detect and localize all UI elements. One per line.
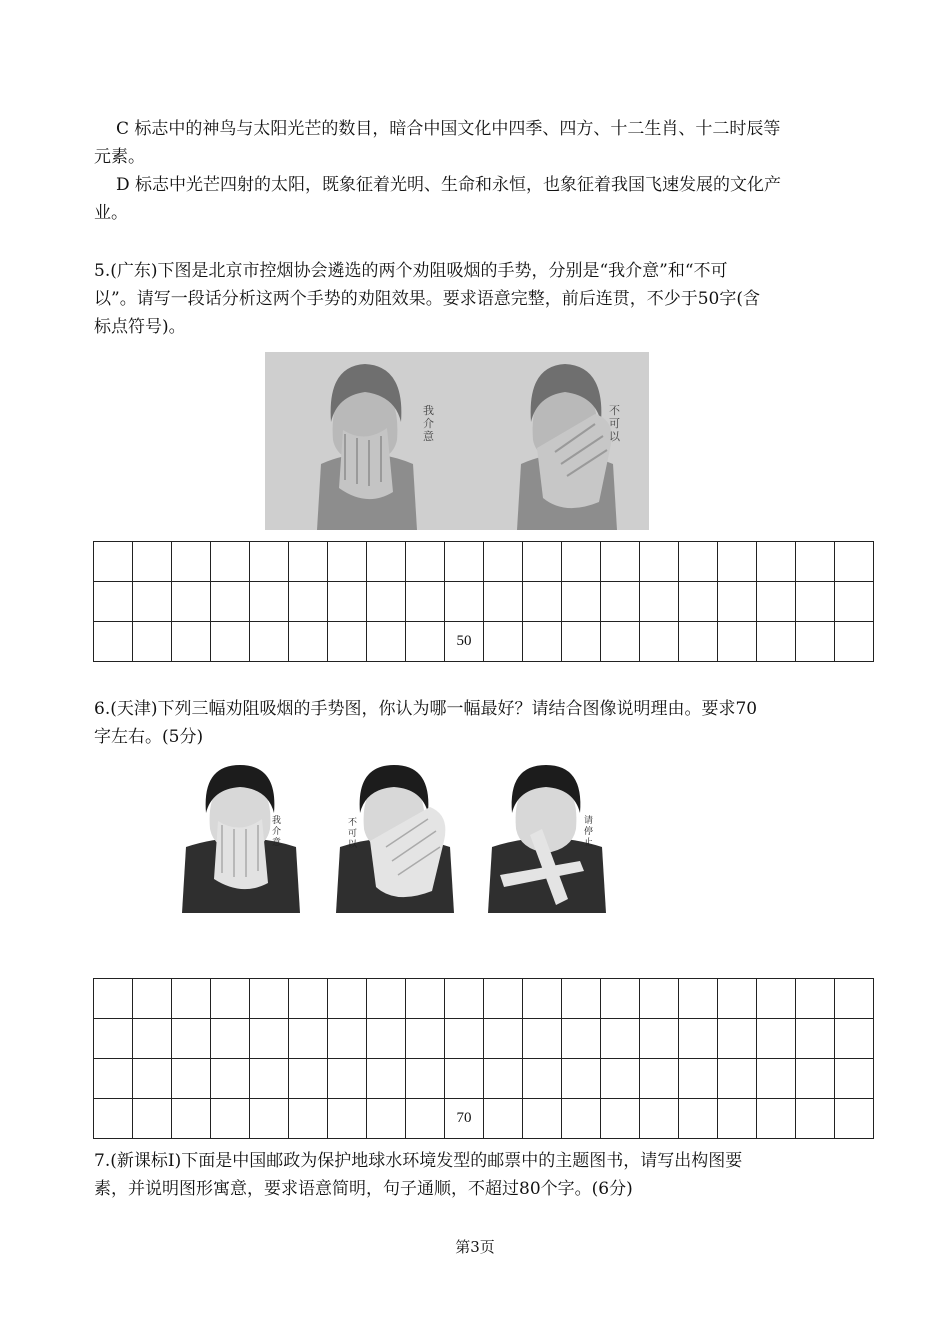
grid-cell[interactable]	[562, 1019, 601, 1059]
grid-cell[interactable]	[133, 979, 172, 1019]
grid-cell[interactable]	[367, 582, 406, 622]
grid-cell[interactable]	[796, 979, 835, 1019]
grid-cell[interactable]	[211, 1019, 250, 1059]
grid-row	[94, 1059, 874, 1099]
q6-woman-2	[336, 765, 454, 913]
grid-cell[interactable]	[328, 1019, 367, 1059]
q6-label2-1: 不	[348, 818, 358, 828]
grid-cell[interactable]	[679, 979, 718, 1019]
page-number: 第3页	[455, 1238, 495, 1256]
option-d-line1: D 标志中光芒四射的太阳，既象征着光明、生命和永恒，也象征着我国飞速发展的文化产	[116, 175, 782, 195]
q6-label2-3: 以	[348, 840, 358, 850]
grid-cell[interactable]	[640, 622, 679, 662]
grid-cell[interactable]	[133, 1099, 172, 1139]
grid-cell[interactable]	[289, 542, 328, 582]
grid-cell[interactable]	[601, 622, 640, 662]
q5-line1: 5.(广东)下图是北京市控烟协会遴选的两个劝阻吸烟的手势，分别是“我介意”和“不可	[94, 261, 728, 281]
q5-left-label-2: 介	[423, 417, 434, 430]
q5-right-label-2: 可	[609, 417, 620, 430]
grid-cell[interactable]	[718, 622, 757, 662]
grid-cell[interactable]	[172, 622, 211, 662]
grid-cell[interactable]	[835, 1059, 874, 1099]
grid-cell[interactable]	[94, 582, 133, 622]
q5-left-label-3: 意	[423, 430, 434, 443]
grid-row	[94, 979, 874, 1019]
grid-cell[interactable]	[679, 542, 718, 582]
grid-cell[interactable]	[835, 622, 874, 662]
grid-cell[interactable]	[601, 582, 640, 622]
grid-cell[interactable]	[601, 542, 640, 582]
grid-cell[interactable]	[835, 1019, 874, 1059]
grid-cell[interactable]	[523, 1059, 562, 1099]
grid-cell[interactable]	[211, 582, 250, 622]
grid-cell[interactable]	[172, 582, 211, 622]
grid-cell[interactable]	[406, 1019, 445, 1059]
grid-cell[interactable]	[796, 1099, 835, 1139]
grid-cell[interactable]	[640, 542, 679, 582]
grid-count-marker[interactable]: 50	[445, 622, 484, 662]
grid-cell[interactable]	[406, 979, 445, 1019]
grid-cell[interactable]	[406, 1059, 445, 1099]
grid-cell[interactable]	[367, 1019, 406, 1059]
q6-woman-1	[182, 765, 300, 913]
grid-cell[interactable]	[367, 542, 406, 582]
grid-cell[interactable]	[601, 1099, 640, 1139]
grid-cell[interactable]	[94, 542, 133, 582]
grid-cell[interactable]	[718, 542, 757, 582]
grid-cell[interactable]	[289, 1019, 328, 1059]
grid-cell[interactable]	[211, 622, 250, 662]
grid-cell[interactable]	[133, 1059, 172, 1099]
grid-cell[interactable]	[445, 542, 484, 582]
grid-cell[interactable]	[757, 542, 796, 582]
grid-cell[interactable]	[757, 979, 796, 1019]
grid-cell[interactable]	[328, 1059, 367, 1099]
grid-cell[interactable]	[211, 1099, 250, 1139]
grid-cell[interactable]	[406, 1099, 445, 1139]
grid-cell[interactable]	[757, 1099, 796, 1139]
grid-cell[interactable]	[250, 582, 289, 622]
grid-cell[interactable]	[640, 979, 679, 1019]
grid-cell[interactable]	[328, 979, 367, 1019]
grid-cell[interactable]	[640, 1059, 679, 1099]
grid-cell[interactable]	[523, 1099, 562, 1139]
grid-cell[interactable]	[172, 542, 211, 582]
grid-cell[interactable]	[406, 622, 445, 662]
grid-cell[interactable]	[211, 1059, 250, 1099]
grid-cell[interactable]	[796, 542, 835, 582]
q5-line3: 标点符号)。	[94, 317, 186, 337]
grid-cell[interactable]	[835, 979, 874, 1019]
grid-cell[interactable]	[328, 582, 367, 622]
grid-cell[interactable]	[601, 979, 640, 1019]
option-c-line2: 元素。	[94, 147, 145, 167]
q6-line1: 6.(天津)下列三幅劝阻吸烟的手势图，你认为哪一幅最好？请结合图像说明理由。要求70	[94, 699, 758, 719]
grid-cell[interactable]	[484, 582, 523, 622]
grid-cell[interactable]	[133, 542, 172, 582]
grid-cell[interactable]	[835, 542, 874, 582]
grid-cell[interactable]	[133, 582, 172, 622]
grid-cell[interactable]	[718, 979, 757, 1019]
grid-cell[interactable]	[289, 582, 328, 622]
grid-cell[interactable]	[172, 979, 211, 1019]
q5-line2: 以”。请写一段话分析这两个手势的劝阻效果。要求语意完整，前后连贯，不少于50字(含	[94, 289, 760, 309]
q5-answer-grid[interactable]	[93, 541, 874, 662]
grid-cell[interactable]	[562, 1059, 601, 1099]
grid-cell[interactable]	[679, 582, 718, 622]
grid-cell[interactable]	[757, 1019, 796, 1059]
grid-cell[interactable]	[172, 1099, 211, 1139]
q6-label2-2: 可	[348, 829, 358, 839]
grid-cell[interactable]	[445, 979, 484, 1019]
option-d-line2: 业。	[94, 203, 128, 223]
q6-line2: 字左右。(5分)	[94, 727, 204, 747]
grid-cell[interactable]	[328, 622, 367, 662]
grid-cell[interactable]	[328, 542, 367, 582]
grid-cell[interactable]	[367, 1099, 406, 1139]
grid-cell[interactable]	[718, 1059, 757, 1099]
grid-cell[interactable]	[484, 1019, 523, 1059]
grid-cell[interactable]	[250, 622, 289, 662]
grid-cell[interactable]	[679, 1059, 718, 1099]
grid-cell[interactable]	[523, 979, 562, 1019]
grid-cell[interactable]	[679, 622, 718, 662]
grid-cell[interactable]	[289, 1059, 328, 1099]
grid-cell[interactable]	[796, 582, 835, 622]
grid-cell[interactable]	[562, 979, 601, 1019]
grid-cell[interactable]	[835, 582, 874, 622]
grid-cell[interactable]	[289, 622, 328, 662]
grid-cell[interactable]	[289, 979, 328, 1019]
grid-cell[interactable]	[250, 1059, 289, 1099]
grid-cell[interactable]	[484, 1059, 523, 1099]
grid-cell[interactable]	[796, 1019, 835, 1059]
grid-cell[interactable]	[562, 542, 601, 582]
grid-cell[interactable]	[133, 1019, 172, 1059]
grid-cell[interactable]	[757, 622, 796, 662]
grid-cell[interactable]	[94, 1019, 133, 1059]
grid-cell[interactable]	[289, 1099, 328, 1139]
grid-cell[interactable]	[718, 1019, 757, 1059]
grid-cell[interactable]	[523, 582, 562, 622]
grid-cell[interactable]	[757, 1059, 796, 1099]
grid-cell[interactable]	[367, 1059, 406, 1099]
q7-line1: 7.(新课标I)下面是中国邮政为保护地球水环境发型的邮票中的主题图书，请写出构图要	[94, 1151, 743, 1171]
grid-cell[interactable]	[562, 622, 601, 662]
grid-cell[interactable]	[172, 1059, 211, 1099]
q6-label1-1: 我	[272, 816, 282, 826]
grid-cell[interactable]	[601, 1059, 640, 1099]
grid-cell[interactable]	[562, 1099, 601, 1139]
grid-row	[94, 1019, 874, 1059]
q5-right-label-1: 不	[609, 404, 620, 417]
q6-gesture-figure	[180, 765, 610, 915]
grid-row	[94, 1099, 874, 1139]
q6-label3-3: 止	[584, 838, 594, 848]
grid-cell[interactable]	[133, 622, 172, 662]
grid-cell[interactable]	[562, 582, 601, 622]
grid-cell[interactable]	[523, 622, 562, 662]
grid-row	[94, 622, 874, 662]
grid-cell[interactable]	[757, 582, 796, 622]
q5-left-label-1: 我	[423, 404, 434, 417]
grid-cell[interactable]	[640, 1099, 679, 1139]
q6-label1-3: 意	[272, 838, 282, 848]
q6-label3-2: 停	[584, 827, 594, 837]
grid-cell[interactable]	[796, 622, 835, 662]
q6-answer-grid[interactable]	[93, 978, 874, 1139]
option-c-line1: C 标志中的神鸟与太阳光芒的数目，暗合中国文化中四季、四方、十二生肖、十二时辰等	[116, 119, 781, 139]
grid-cell[interactable]	[640, 1019, 679, 1059]
grid-cell[interactable]	[679, 1099, 718, 1139]
grid-cell[interactable]	[94, 622, 133, 662]
grid-cell[interactable]	[406, 542, 445, 582]
grid-cell[interactable]	[445, 1059, 484, 1099]
grid-cell[interactable]	[679, 1019, 718, 1059]
grid-cell[interactable]	[328, 1099, 367, 1139]
grid-cell[interactable]	[94, 979, 133, 1019]
q6-label1-2: 介	[272, 827, 282, 837]
grid-cell[interactable]	[250, 1019, 289, 1059]
grid-cell[interactable]	[718, 1099, 757, 1139]
grid-cell[interactable]	[367, 622, 406, 662]
grid-cell[interactable]	[94, 1099, 133, 1139]
grid-cell[interactable]	[484, 622, 523, 662]
grid-cell[interactable]	[484, 1099, 523, 1139]
grid-cell[interactable]	[445, 582, 484, 622]
grid-count-marker[interactable]: 70	[445, 1099, 484, 1139]
grid-cell[interactable]	[211, 979, 250, 1019]
grid-cell[interactable]	[94, 1059, 133, 1099]
grid-cell[interactable]	[445, 1019, 484, 1059]
q7-line2: 素，并说明图形寓意，要求语意简明，句子通顺，不超过80个字。(6分)	[94, 1179, 633, 1199]
grid-cell[interactable]	[523, 1019, 562, 1059]
grid-cell[interactable]	[796, 1059, 835, 1099]
q5-right-label-3: 以	[609, 430, 620, 443]
q6-label3-1: 请	[584, 816, 594, 826]
grid-cell[interactable]	[250, 542, 289, 582]
grid-cell[interactable]	[640, 582, 679, 622]
grid-cell[interactable]	[523, 542, 562, 582]
grid-cell[interactable]	[835, 1099, 874, 1139]
grid-cell[interactable]	[211, 542, 250, 582]
grid-cell[interactable]	[484, 542, 523, 582]
grid-cell[interactable]	[172, 1019, 211, 1059]
grid-cell[interactable]	[250, 1099, 289, 1139]
grid-row	[94, 582, 874, 622]
grid-cell[interactable]	[406, 582, 445, 622]
grid-row	[94, 542, 874, 582]
q5-gesture-figure	[265, 352, 649, 530]
grid-cell[interactable]	[718, 582, 757, 622]
grid-cell[interactable]	[484, 979, 523, 1019]
grid-cell[interactable]	[250, 979, 289, 1019]
grid-cell[interactable]	[367, 979, 406, 1019]
grid-cell[interactable]	[601, 1019, 640, 1059]
